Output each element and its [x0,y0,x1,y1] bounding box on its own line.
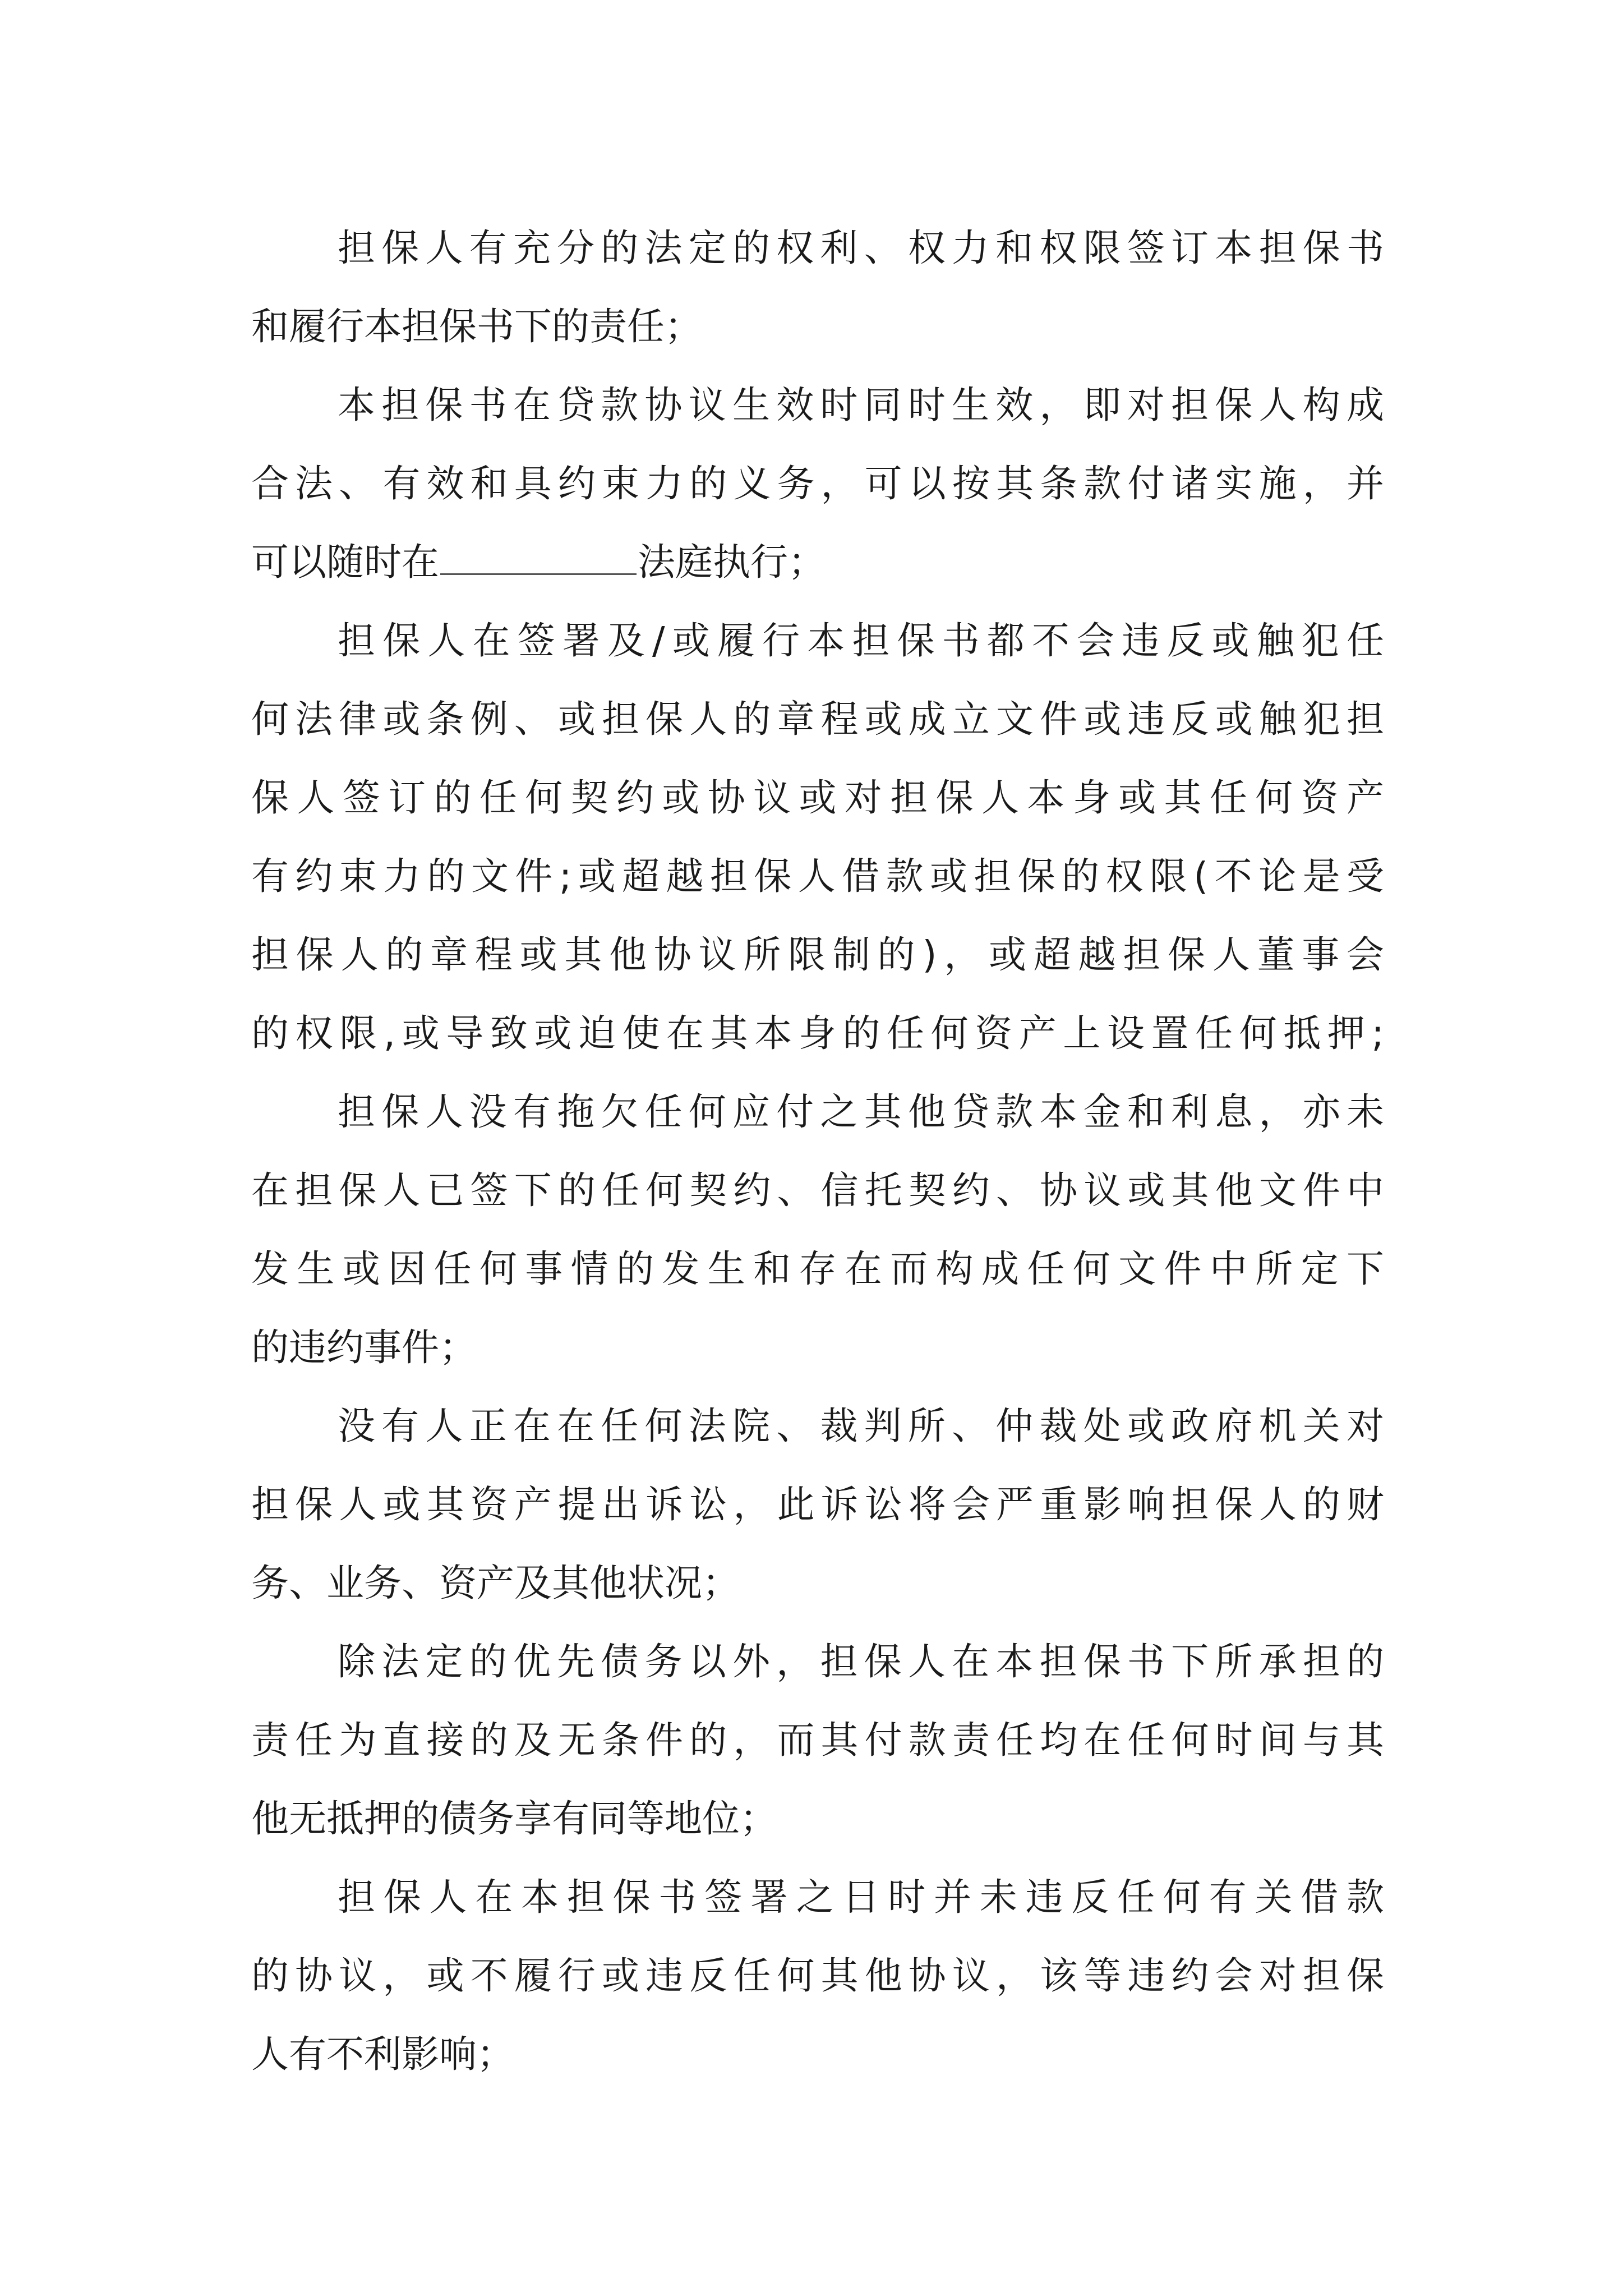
paragraph-6-line-3: 他无抵押的债务享有同等地位； [251,1797,777,1841]
paragraph-6-line-2: 责任为直接的及无条件的，而其付款责任均在任何时间与其 [251,1718,1384,1762]
paragraph-7-line-2: 的协议，或不履行或违反任何其他协议，该等违约会对担保 [251,1954,1384,1998]
paragraph-3-line-5: 担保人的章程或其他协议所限制的)，或超越担保人董事会 [251,933,1384,977]
paragraph-3-line-4: 有约束力的文件;或超越担保人借款或担保的权限(不论是受 [251,854,1384,898]
paragraph-6-line-1: 除法定的优先债务以外，担保人在本担保书下所承担的 [338,1640,1384,1683]
paragraph-5-line-2: 担保人或其资产提出诉讼，此诉讼将会严重影响担保人的财 [251,1483,1384,1526]
paragraph-7-line-3: 人有不利影响； [251,2032,514,2076]
paragraph-3-line-1: 担保人在签署及/或履行本担保书都不会违反或触犯任 [338,619,1384,662]
paragraph-4-line-1: 担保人没有拖欠任何应付之其他贷款本金和利息，亦未 [338,1090,1384,1134]
paragraph-3-line-3: 保人签订的任何契约或协议或对担保人本身或其任何资产 [251,776,1384,820]
paragraph-2-line-3 [251,520,1384,604]
paragraph-5-line-3: 务、业务、资产及其他状况； [251,1561,740,1605]
paragraph-2-line-2: 合法、有效和具约束力的义务，可以按其条款付诸实施，并 [251,462,1384,505]
paragraph-4-line-3: 发生或因任何事情的发生和存在而构成任何文件中所定下 [251,1247,1384,1291]
paragraph-2-line-1: 本担保书在贷款协议生效时同时生效，即对担保人构成 [338,383,1384,427]
paragraph-1-line-2: 和履行本担保书下的责任； [251,305,702,348]
paragraph-5-line-1: 没有人正在在任何法院、裁判所、仲裁处或政府机关对 [338,1404,1384,1448]
paragraph-2-line-3-before: 可以随时在 [251,540,439,584]
paragraph-4-line-2: 在担保人已签下的任何契约、信托契约、协议或其他文件中 [251,1168,1384,1212]
court-name-blank [440,540,637,575]
paragraph-2-line-3-after: 法庭执行； [638,540,826,584]
paragraph-3-line-2: 何法律或条例、或担保人的章程或成立文件或违反或触犯担 [251,697,1384,741]
paragraph-7-line-1: 担保人在本担保书签署之日时并未违反任何有关借款 [338,1875,1384,1919]
paragraph-4-line-4: 的违约事件； [251,1326,477,1369]
paragraph-3-line-6: 的权限,或导致或迫使在其本身的任何资产上设置任何抵押; [251,1011,1384,1055]
paragraph-1-line-1: 担保人有充分的法定的权利、权力和权限签订本担保书 [338,226,1384,270]
